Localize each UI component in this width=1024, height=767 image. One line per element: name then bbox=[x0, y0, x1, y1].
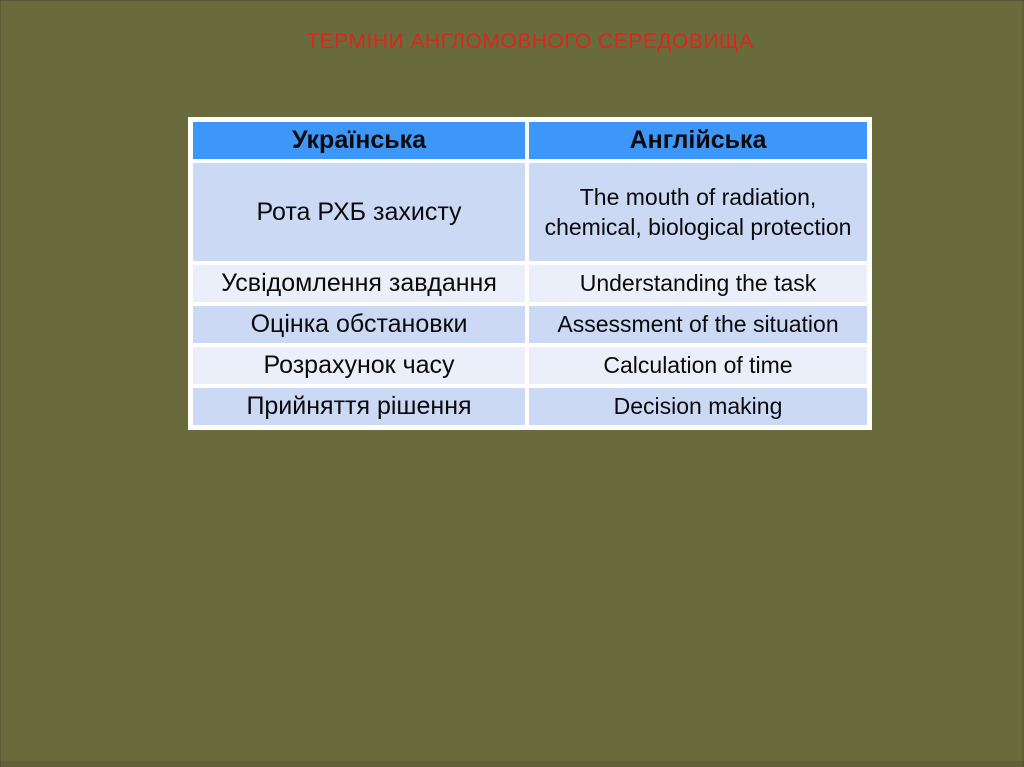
terms-table bbox=[188, 117, 872, 430]
table-cell-english: Decision making bbox=[529, 388, 867, 425]
table-cell-ukrainian: Прийняття рішення bbox=[193, 388, 525, 425]
table-cell-english: The mouth of radiation, chemical, biological protection bbox=[529, 163, 867, 261]
table-cell-english: Understanding the task bbox=[529, 265, 867, 302]
table-cell-ukrainian: Розрахунок часу bbox=[193, 347, 525, 384]
table-cell-ukrainian: Оцінка обстановки bbox=[193, 306, 525, 343]
table-cell-english: Calculation of time bbox=[529, 347, 867, 384]
table-cell-ukrainian: Усвідомлення завдання bbox=[193, 265, 525, 302]
column-header-english: Англійська bbox=[529, 122, 867, 159]
slide-title: ТЕРМІНИ АНГЛОМОВНОГО СЕРЕДОВИЩА bbox=[306, 30, 754, 53]
table-cell-ukrainian: Рота РХБ захисту bbox=[193, 163, 525, 261]
column-header-ukrainian: Українська bbox=[193, 122, 525, 159]
table-cell-english: Assessment of the situation bbox=[529, 306, 867, 343]
